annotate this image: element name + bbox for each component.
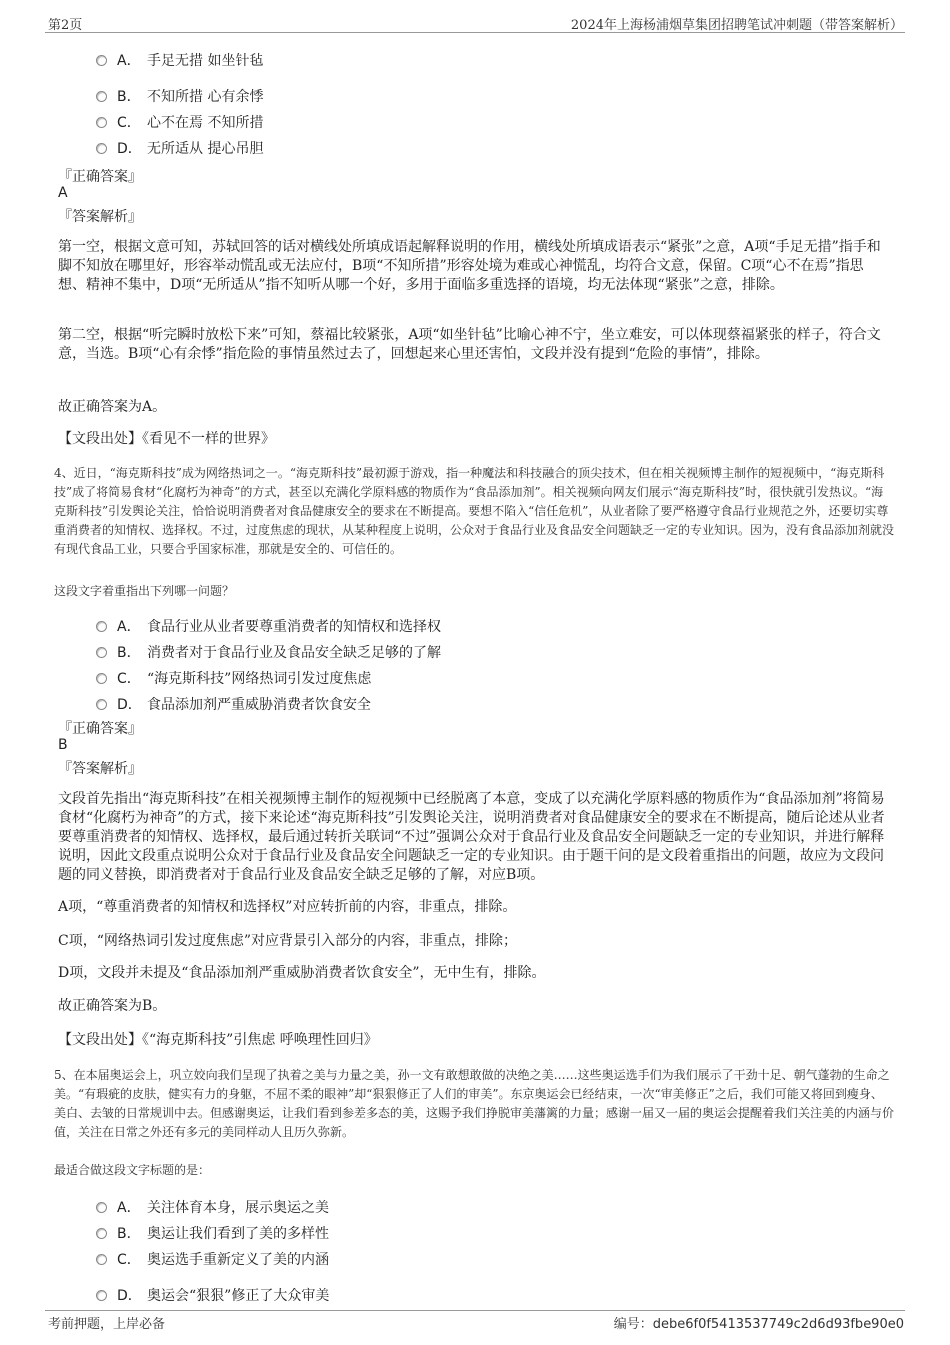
- q4-conclusion: 故正确答案为B。: [58, 998, 167, 1014]
- q4-analysis-option-d: D项，文段并未提及“食品添加剂严重威胁消费者饮食安全”，无中生有，排除。: [58, 965, 546, 981]
- q5-option-a[interactable]: A． 关注体育本身，展示奥运之美: [96, 1197, 329, 1217]
- footer-divider: [45, 1310, 905, 1311]
- q3-answer: A: [58, 185, 68, 201]
- radio-icon[interactable]: [96, 673, 107, 684]
- header-divider: [45, 32, 905, 33]
- q3-conclusion: 故正确答案为A。: [58, 399, 167, 415]
- q4-question: 这段文字着重指出下列哪一问题？: [54, 584, 235, 598]
- radio-icon[interactable]: [96, 117, 107, 128]
- q4-answer: B: [58, 737, 68, 753]
- q4-option-d[interactable]: D． 食品添加剂严重威胁消费者饮食安全: [96, 694, 371, 714]
- q3-analysis-label: 『答案解析』: [58, 209, 142, 225]
- q5-stem: 5、在本届奥运会上，巩立姣向我们呈现了执着之美与力量之美，孙一文有敢想敢做的决绝之美……这些奥运选手们为我们展示了干劲十足、朝气蓬勃的生命之美。“有瑕疵的皮肤，健实有力的身躯，不屈不柔的眼神”却“狠狠修正了人们的审美”。东京奥运会已经结束，一次“审美修正”之后，我们可能又将回到瘦身、美白、去皱的日常规训中去。但感谢奥运，让我们看到参差多态的美，这赐予我们挣脱审美藩篱的力量；感谢一届又一届的奥运会提醒着我们关注美的内涵与价值，关注在日常之外还有多元的美同样动人且历久弥新。: [54, 1068, 895, 1139]
- q4-stem: 4、近日，“海克斯科技”成为网络热词之一。“海克斯科技”最初源于游戏，指一种魔法和科技融合的顶尖技术，但在相关视频博主制作的短视频中，“海克斯科技”成了将简易食材“化腐朽为神奇”的方式，甚至以充满化学原料感的物质作为“食品添加剂”。相关视频向网友们展示“海克斯科技”时，很快就引发热议。“海克斯科技”引发舆论关注，恰恰说明消费者对食品健康安全的要求在不断提高。要想不陷入“信任危机”，从业者除了要严格遵守食品行业规范之外，还要切实尊重消费者的知情权、选择权。不过，过度焦虑的现状，从某种程度上说明，公众对于食品行业及食品安全问题缺乏一定的专业知识。因为，没有食品添加剂就没有现代食品工业，只要合乎国家标准，那就是安全的、可信任的。: [54, 466, 895, 556]
- radio-icon[interactable]: [96, 1254, 107, 1265]
- radio-icon[interactable]: [96, 699, 107, 710]
- document-title: 2024年上海杨浦烟草集团招聘笔试冲刺题（带答案解析）: [570, 18, 903, 33]
- q5-option-c[interactable]: C． 奥运选手重新定义了美的内涵: [96, 1249, 329, 1269]
- q3-option-b[interactable]: B． 不知所措 心有余悸: [96, 86, 263, 106]
- footer-code-label: 编号：: [613, 1317, 653, 1332]
- radio-icon[interactable]: [96, 55, 107, 66]
- q4-source: 【文段出处】《“海克斯科技”引焦虑 呼唤理性回归》: [58, 1032, 378, 1048]
- q3-analysis-paragraph-1: 第一空，根据文意可知，苏轼回答的话对横线处所填成语起解释说明的作用，横线处所填成语表示“紧张”之意，A项“手足无措”指手和脚不知放在哪里好，形容举动慌乱或无法应付，B项“不知所措”形容处境为难或心神慌乱，均符合文意，保留。C项“心不在焉”指思想、精神不集中，D项“无所适从”指不知听从哪一个好，多用于面临多重选择的语境，均无法体现“紧张”之意，排除。: [58, 239, 881, 293]
- q3-source: 【文段出处】《看见不一样的世界》: [58, 431, 275, 447]
- page-number: 第2页: [48, 18, 83, 33]
- q4-analysis-label: 『答案解析』: [58, 761, 142, 777]
- q5-option-d[interactable]: D． 奥运会“狠狠”修正了大众审美: [96, 1285, 329, 1305]
- q4-option-b[interactable]: B． 消费者对于食品行业及食品安全缺乏足够的了解: [96, 642, 441, 662]
- q3-option-d[interactable]: D． 无所适从 提心吊胆: [96, 138, 263, 158]
- footer-code: [614, 1313, 904, 1332]
- q4-option-a[interactable]: A． 食品行业从业者要尊重消费者的知情权和选择权: [96, 616, 441, 636]
- radio-icon[interactable]: [96, 621, 107, 632]
- radio-icon[interactable]: [96, 647, 107, 658]
- radio-icon[interactable]: [96, 1202, 107, 1213]
- q3-analysis-paragraph-2: 第二空，根据“听完瞬时放松下来”可知，蔡福比较紧张，A项“如坐针毡”比喻心神不宁，坐立难安，可以体现蔡福紧张的样子，符合文意，当选。B项“心有余悸”指危险的事情虽然过去了，回想起来心里还害怕，文段并没有提到“危险的事情”，排除。: [58, 327, 881, 362]
- q4-analysis-option-c: C项，“网络热词引发过度焦虑”对应背景引入部分的内容，非重点，排除；: [58, 933, 518, 949]
- q3-option-c[interactable]: C． 心不在焉 不知所措: [96, 112, 263, 132]
- radio-icon[interactable]: [96, 143, 107, 154]
- q3-answer-label: 『正确答案』: [58, 169, 142, 185]
- radio-icon[interactable]: [96, 1290, 107, 1301]
- q3-option-a[interactable]: A． 手足无措 如坐针毡: [96, 50, 263, 70]
- footer-slogan: 考前押题，上岸必备: [48, 1317, 166, 1332]
- q5-question: 最适合做这段文字标题的是：: [54, 1163, 211, 1177]
- radio-icon[interactable]: [96, 1228, 107, 1239]
- q5-option-b[interactable]: B． 奥运让我们看到了美的多样性: [96, 1223, 329, 1243]
- q4-analysis-option-a: A项，“尊重消费者的知情权和选择权”对应转折前的内容，非重点，排除。: [58, 899, 517, 915]
- q4-answer-label: 『正确答案』: [58, 721, 142, 737]
- q4-option-c[interactable]: C． “海克斯科技”网络热词引发过度焦虑: [96, 668, 371, 688]
- radio-icon[interactable]: [96, 91, 107, 102]
- q4-analysis-paragraph-1: 文段首先指出“海克斯科技”在相关视频博主制作的短视频中已经脱离了本意，变成了以充满化学原料感的物质作为“食品添加剂”将简易食材“化腐朽为神奇”的方式，接下来论述“海克斯科技”引发舆论关注，说明消费者对食品健康安全的要求在不断提高，随后论述从业者要尊重消费者的知情权、选择权，最后通过转折关联词“不过”强调公众对于食品行业及食品安全问题缺乏一定的专业知识，并进行解释说明，因此文段重点说明公众对于食品行业及食品安全问题缺乏一定的专业知识。由于题干问的是文段着重指出的问题，故应为文段问题的同义替换，即消费者对于食品行业及食品安全缺乏足够的了解，对应B项。: [58, 791, 885, 883]
- footer-code-value: debe6f0f5413537749c2d6d93fbe90e0: [652, 1317, 904, 1332]
